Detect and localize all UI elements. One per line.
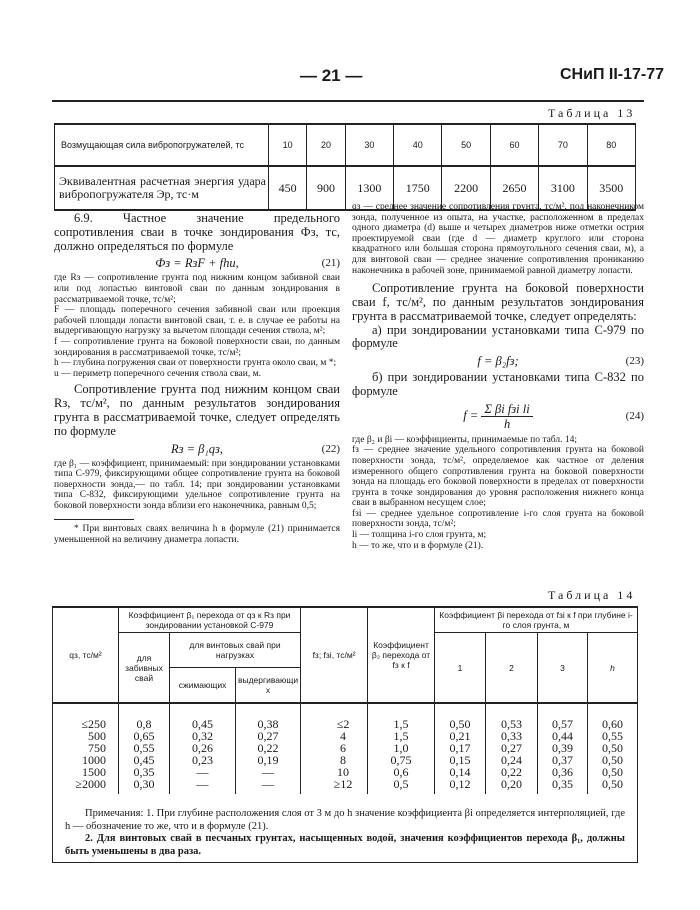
- table-data-block: [53, 703, 638, 794]
- table-cell: 0,53: [501, 717, 523, 731]
- formula-lhs: f =: [463, 408, 479, 423]
- table-cell: 0,17: [449, 741, 471, 755]
- table-cell: 0,19: [257, 753, 279, 767]
- table-cell: 0,75: [390, 753, 412, 767]
- table-cell: 10: [337, 765, 350, 779]
- header-depth: 1: [435, 633, 486, 704]
- table-cell: 0,15: [449, 753, 471, 767]
- row-label: Возмущающая сила вибропогружателей, тс: [61, 140, 245, 150]
- table-cell: 0,50: [449, 717, 471, 731]
- header-q: qз, тс/м²: [53, 607, 119, 703]
- table-column-cells: [170, 703, 236, 794]
- table-cell: 0,50: [602, 777, 624, 791]
- formula: Фз = RзF + fhu,: [155, 256, 239, 271]
- table-cell: 0,45: [133, 753, 155, 767]
- table-cell: 0,38: [257, 717, 279, 731]
- table-column-cells: [538, 703, 588, 794]
- table-cell: 0,20: [501, 777, 523, 791]
- cell: 10: [269, 124, 307, 166]
- formula-24: [352, 402, 644, 431]
- header-depth: 2: [486, 633, 538, 704]
- row-label: Эквивалентная расчетная энергия удара вибропогружателя Эр, тс·м: [55, 166, 269, 210]
- formula: Rз = β₁qз,: [170, 441, 224, 456]
- table-cell: 1500: [82, 765, 106, 779]
- table-cell: 8: [340, 753, 347, 767]
- table-cell: ≥12: [333, 777, 353, 791]
- header-rule: [52, 100, 644, 102]
- table14-caption: Таблица 14: [548, 588, 636, 602]
- table-cell: 0,6: [393, 765, 409, 779]
- denominator: h: [503, 416, 511, 431]
- left-column: [54, 212, 340, 546]
- definition: f — сопротивление грунта на боковой поверхности сваи, по данным зондирования в рассматриваемой точке, тс/м²;: [54, 336, 340, 358]
- table-cell: 0,35: [133, 765, 155, 779]
- table-cell: 0,21: [449, 729, 471, 743]
- table-14: [52, 606, 638, 863]
- table-cell: 0,36: [552, 765, 574, 779]
- cell: 70: [539, 124, 587, 166]
- table-cell: 0,35: [552, 777, 574, 791]
- table-cell: 6: [340, 741, 347, 755]
- definition: li — толщина i-го слоя грунта, м;: [352, 530, 487, 541]
- header-f: fз; fзi, тс/м²: [301, 607, 368, 703]
- table-13: [54, 123, 636, 211]
- table-cell: 0,50: [602, 765, 624, 779]
- cell: 2650: [490, 166, 538, 210]
- table-cell: 1,0: [393, 741, 409, 755]
- cell: 900: [307, 166, 345, 210]
- definition: qз — среднее значение сопротивления грунта, тс/м², под наконечником зонда, полученное из опыта, на участке, расположенном в пределах одного диаметра (d) выше и четырех диаметров ниже отметки острия проектируемой сваи (где d — диаметр круглого или сторона квадратного или большая сторона прямоугольного сечения сваи, м), а для винтовой сваи — среднее значение сопротивления прониканию наконечника в рабочей зоне, принимаемой равной диаметру лопасти.: [352, 202, 644, 276]
- table-column-cells: [119, 703, 170, 794]
- table13-caption: Таблица 13: [548, 106, 636, 120]
- note-1: Примечания: 1. При глубине расположения слоя от 3 м до h значение коэффициента βi определяется интерполяцией, где h — обозначение то же, что и в формуле (21).: [65, 808, 625, 832]
- table-cell: 0,55: [602, 729, 624, 743]
- definition: u — периметр поперечного сечения ствола сваи, м.: [54, 368, 261, 379]
- header-compress: сжимающих: [170, 668, 236, 704]
- table-cell: 1,5: [393, 729, 409, 743]
- fraction: [481, 402, 532, 431]
- paragraph: б) при зондировании установками типа С-832 по формуле: [352, 370, 644, 398]
- table-cell: 0,32: [192, 729, 213, 743]
- cell: 1750: [394, 166, 442, 210]
- table-cell: 0,44: [552, 729, 574, 743]
- note-2: 2. Для винтовых свай в песчаных грунтах, насыщенных водой, значения коэффициентов перехода β₁, должны быть уменьшены в два раза.: [65, 833, 625, 857]
- table-cell: 750: [88, 741, 106, 755]
- table-cell: 0,14: [449, 765, 471, 779]
- table-cell: 500: [88, 729, 106, 743]
- cell: 450: [269, 166, 307, 210]
- table-cell: ≥2000: [75, 777, 106, 791]
- header-pull: выдергивающих: [236, 668, 301, 704]
- table-column-cells: [588, 703, 638, 794]
- table-cell: 0,22: [257, 741, 279, 755]
- header-betai: Коэффициент βi перехода от fзi к f при глубине i-го слоя грунта, м: [435, 607, 638, 633]
- definition: где β₁ — коэффициент, принимаемый: при зондировании установками типа С-979, фиксирующими общее сопротивление грунта на боковой поверхности зонда,— по табл. 14; при зондировании установками типа С-832, фиксирующими удельное сопротивление грунта на боковой поверхности зонда вблизи его наконечника, равным 0,5;: [54, 458, 340, 511]
- table-cell: 0,60: [602, 717, 624, 731]
- equation-number: (21): [321, 257, 340, 270]
- table-cell: —: [196, 777, 209, 791]
- table-row: [55, 124, 636, 166]
- definition: где β₂ и βi — коэффициенты, принимаемые по табл. 14;: [352, 434, 578, 445]
- table-cell: 0,37: [552, 753, 574, 767]
- cell: 60: [490, 124, 538, 166]
- cell: 2200: [442, 166, 490, 210]
- table-cell: 0,24: [501, 753, 523, 767]
- definition: fз — среднее значение удельного сопротивления грунта на боковой поверхности зонда, тс/м², определяемое как частное от деления измеренного общего сопротивления грунта на боковой поверхности зонда на площадь его боковой поверхности в пределах от поверхности грунта в точке зондирования до уровня расположения нижнего конца сваи в выбранном несущем слое;: [352, 445, 644, 509]
- formula-23: [352, 353, 644, 369]
- cell: 3100: [539, 166, 587, 210]
- table-cell: 4: [340, 729, 347, 743]
- table-cell: ≤250: [81, 717, 106, 731]
- table-cell: 0,65: [133, 729, 155, 743]
- header-driven: для забивных свай: [119, 633, 170, 704]
- definition: h — то же, что и в формуле (21).: [352, 540, 484, 551]
- paragraph: а) при зондировании установками типа С-979 по формуле: [352, 322, 644, 351]
- document-code: СНиП II-17-77: [560, 66, 665, 83]
- paragraph: Сопротивление грунта под нижним концом сваи Rз, тс/м², по данным результатов зондирования грунта в рассматриваемой точке, следует определять по формуле: [54, 382, 340, 438]
- header-beta1: Коэффициент β₁ перехода от qз к Rз при зондировании установкой С-979: [119, 607, 301, 633]
- formula-22: [54, 441, 340, 457]
- table-cell: 0,27: [257, 729, 279, 743]
- table-column-cells: [368, 703, 435, 794]
- equation-number: (22): [321, 442, 340, 455]
- table-cell: 0,33: [501, 729, 523, 743]
- table-cell: 0,57: [552, 717, 574, 731]
- table-cell: ≤2: [336, 717, 350, 731]
- table-cell: 0,22: [501, 765, 523, 779]
- formula: f = β₂fз;: [477, 354, 519, 369]
- table-cell: —: [196, 765, 209, 779]
- table-cell: 0,23: [192, 753, 213, 767]
- cell: 3500: [587, 166, 635, 210]
- cell: 30: [345, 124, 393, 166]
- table-cell: 0,5: [393, 777, 409, 791]
- table-cell: —: [262, 777, 275, 791]
- numerator: Σ βi fзi li: [481, 402, 532, 417]
- cell: 80: [587, 124, 635, 166]
- table-column-cells: [301, 703, 368, 794]
- table-column-cells: [236, 703, 301, 794]
- table-cell: 0,50: [602, 753, 624, 767]
- formula-21: [54, 255, 340, 271]
- cell: 40: [394, 124, 442, 166]
- paragraph-6-9: 6.9. Частное значение предельного сопротивления сваи в точке зондирования Фз, тс, должно определяться по формуле: [54, 211, 340, 253]
- page-number: — 21 —: [300, 66, 363, 85]
- header-depth: h: [588, 633, 638, 704]
- right-column: [352, 202, 644, 551]
- definition: h — глубина погружения сваи от поверхности грунта около сваи, м *;: [54, 358, 337, 369]
- table-column-cells: [53, 703, 119, 794]
- table-cell: 0,8: [136, 717, 152, 731]
- table-cell: 0,27: [501, 741, 523, 755]
- table-cell: 0,39: [552, 741, 574, 755]
- table-cell: 0,50: [602, 741, 624, 755]
- footnote-rule: [54, 519, 134, 520]
- header-screw: для винтовых свай при нагрузках: [170, 633, 301, 668]
- paragraph: Сопротивление грунта на боковой поверхности сваи f, тс/м², по данным результатов зондирования грунта в рассматриваемой точке, следует определять:: [352, 281, 644, 323]
- header-beta2: Коэффициент β₂ перехода от fз к f: [368, 607, 435, 703]
- cell: 20: [307, 124, 345, 166]
- cell: 1300: [345, 166, 393, 210]
- table-column-cells: [486, 703, 538, 794]
- table-cell: —: [262, 765, 275, 779]
- table-cell: 0,26: [192, 741, 213, 755]
- definition: где Rз — сопротивление грунта под нижним концом забивной сваи или под лопастью винтовой сваи по данным зондирования в рассматриваемой точке, тс/м²;: [54, 273, 340, 305]
- table-cell: 0,55: [133, 741, 155, 755]
- table-cell: 1000: [82, 753, 106, 767]
- equation-number: (24): [625, 409, 644, 422]
- table-column-cells: [435, 703, 486, 794]
- definition: F — площадь поперечного сечения забивной сваи или проекция рабочей площади лопасти винтовой сваи, т. е. в случае ее работы на выдергивающую нагрузку за вычетом площади сечения ствола, м²;: [54, 305, 340, 337]
- equation-number: (23): [625, 355, 644, 368]
- cell: 50: [442, 124, 490, 166]
- table-cell: 0,30: [133, 777, 155, 791]
- definition: fзi — среднее удельное сопротивление i-го слоя грунта на боковой поверхности зонда, тс/м²;: [352, 508, 644, 530]
- table-cell: 1,5: [393, 717, 409, 731]
- table-cell: 0,12: [449, 777, 471, 791]
- footnote: * При винтовых сваях величина h в формуле (21) принимается уменьшенной на величину диаметра лопасти.: [54, 524, 340, 546]
- table-cell: 0,45: [192, 717, 213, 731]
- header-depth: 3: [538, 633, 588, 704]
